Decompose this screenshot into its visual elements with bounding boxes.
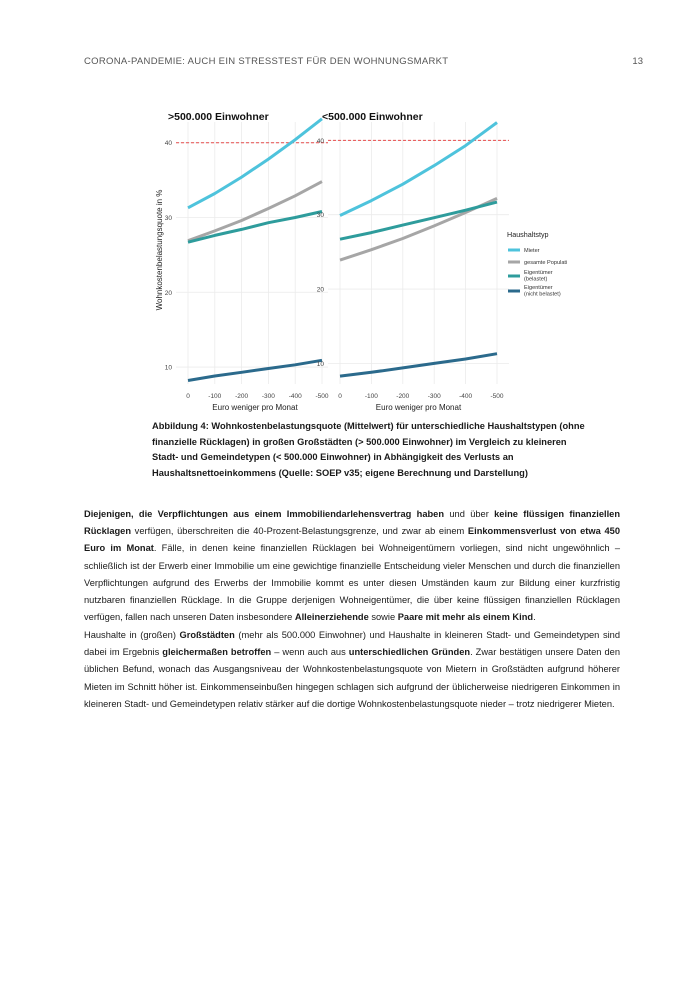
x-tick-label: -500 (315, 393, 329, 400)
x-tick-label: -500 (490, 393, 504, 400)
running-title: CORONA-PANDEMIE: AUCH EIN STRESSTEST FÜR DEN WOHNUNGSMARKT (84, 56, 449, 67)
emphasis-text: keine flüssigen finanziellen Rücklagen (84, 509, 621, 537)
x-tick-label: -400 (288, 393, 302, 400)
y-tick-label: 30 (164, 214, 172, 222)
x-tick-label: -300 (427, 393, 441, 400)
y-tick-label: 10 (164, 364, 172, 372)
legend-label: (belastet) (524, 276, 548, 283)
body-text: . Zwar bestätigen unsere Daten den üblichen Befund, wonach das Ausgangsniveau der Wohnkostenbelastungsquote von Mietern in Großstädten aufgrund höherer Mieten im Schnitt höher ist. Einkommenseinbußen hingegen schlagen sich aufgrund der üblicherweise niedrigeren Einkommen in kleineren Stadt- und Gemeindetypen relativ stärker auf die dortige Wohnkostenbelastungsquote nieder – trotz niedrigerer Mieten. (84, 647, 620, 709)
y-tick-label: 30 (316, 212, 324, 220)
body-text: . Fälle, in denen keine finanziellen Rücklagen bei Wohneigentümern vorliegen, sind nicht ungewöhnlich – schließlich ist der Erwerb einer Immobilie um eine gewichtige finanzielle Entscheidung vieler Menschen und durch die finanziellen Verpflichtungen aufgrund des Erwerbs der Immobilie kommt es unter diesen Umständen kaum zur Bildung einer kurzfristig nutzbaren finanziellen Rücklage. In die Gruppe derjenigen Wohneigentümer, die über keine flüssigen finanziellen Rücklagen verfügen, fallen nach unseren Daten insbesondere (84, 543, 620, 623)
y-tick-label: 40 (316, 137, 324, 145)
body-text: und über (444, 509, 495, 519)
emphasis-text: Alleinerziehende (294, 612, 369, 623)
x-tick-label: -300 (261, 393, 275, 400)
paragraph-2 (84, 627, 620, 713)
plot-area (328, 122, 509, 384)
figure-caption: Abbildung 4: Wohnkostenbelastungsquote (Mittelwert) für unterschiedliche Haushaltstypen (ohne finanzielle Rücklagen) in großen Großstädten (> 500.000 Einwohner) im Vergleich zu kleineren Stadt- und Gemeindetypen (< 500.000 Einwohner) in Abhängigkeit des Verlusts an Haushaltsnettoeinkommens (Quelle: SOEP v35; eigene Berechnung und Darstellung) (152, 421, 585, 478)
legend-label: Mieter (524, 248, 540, 254)
legend-label: (nicht belastet) (524, 291, 561, 298)
x-tick-label: 0 (338, 393, 342, 400)
x-tick-label: -200 (235, 393, 249, 400)
emphasis-text: gleichermaßen betroffen (162, 647, 272, 658)
emphasis-text: unterschiedlichen Gründen (348, 647, 471, 658)
x-tick-label: 0 (186, 393, 190, 400)
panel-title: <500.000 Einwohner (322, 111, 423, 123)
body-text: (mehr als 500.000 Einwohner) und Haushalte in kleineren Stadt- und Gemeindetypen sind dabei im Ergebnis (84, 630, 620, 658)
body-text: . (533, 612, 536, 623)
body-text: sowie (368, 612, 398, 623)
legend-title: Haushaltstyp (507, 230, 549, 239)
x-tick-label: -200 (396, 393, 410, 400)
y-tick-label: 40 (164, 140, 172, 148)
y-axis-label: Wohnkostenbelastungsquote in % (155, 189, 164, 311)
x-tick-label: -100 (364, 393, 378, 400)
y-tick-label: 20 (164, 289, 172, 297)
legend-label: Eigentümer (524, 285, 553, 291)
page-number: 13 (632, 56, 643, 67)
x-axis-label: Euro weniger pro Monat (212, 403, 298, 412)
y-tick-label: 20 (316, 286, 324, 294)
emphasis-text: Großstädten (179, 630, 235, 640)
x-axis-label: Euro weniger pro Monat (375, 403, 462, 412)
figure-chart (150, 100, 590, 416)
body-text: Haushalte in (großen) (84, 630, 180, 640)
emphasis-text: Paare mit mehr als einem Kind (397, 612, 534, 623)
body-text: – wenn auch aus (271, 647, 349, 658)
plot-area (176, 122, 334, 384)
legend-label: gesamte Populati (524, 260, 568, 266)
x-tick-label: -400 (459, 393, 473, 400)
panel-title: >500.000 Einwohner (168, 111, 269, 123)
legend-label: Eigentümer (524, 270, 553, 276)
y-tick-label: 10 (316, 360, 324, 368)
paragraph-1 (84, 506, 620, 626)
x-tick-label: -100 (208, 393, 222, 400)
body-text: verfügen, überschreiten die 40-Prozent-Belastungsgrenze, und zwar ab einem (131, 526, 468, 537)
emphasis-text: Einkommensverlust von etwa 450 Euro im Monat (84, 526, 620, 554)
emphasis-text: Diejenigen, die Verpflichtungen aus einem Immobiliendarlehensvertrag haben (84, 509, 445, 519)
